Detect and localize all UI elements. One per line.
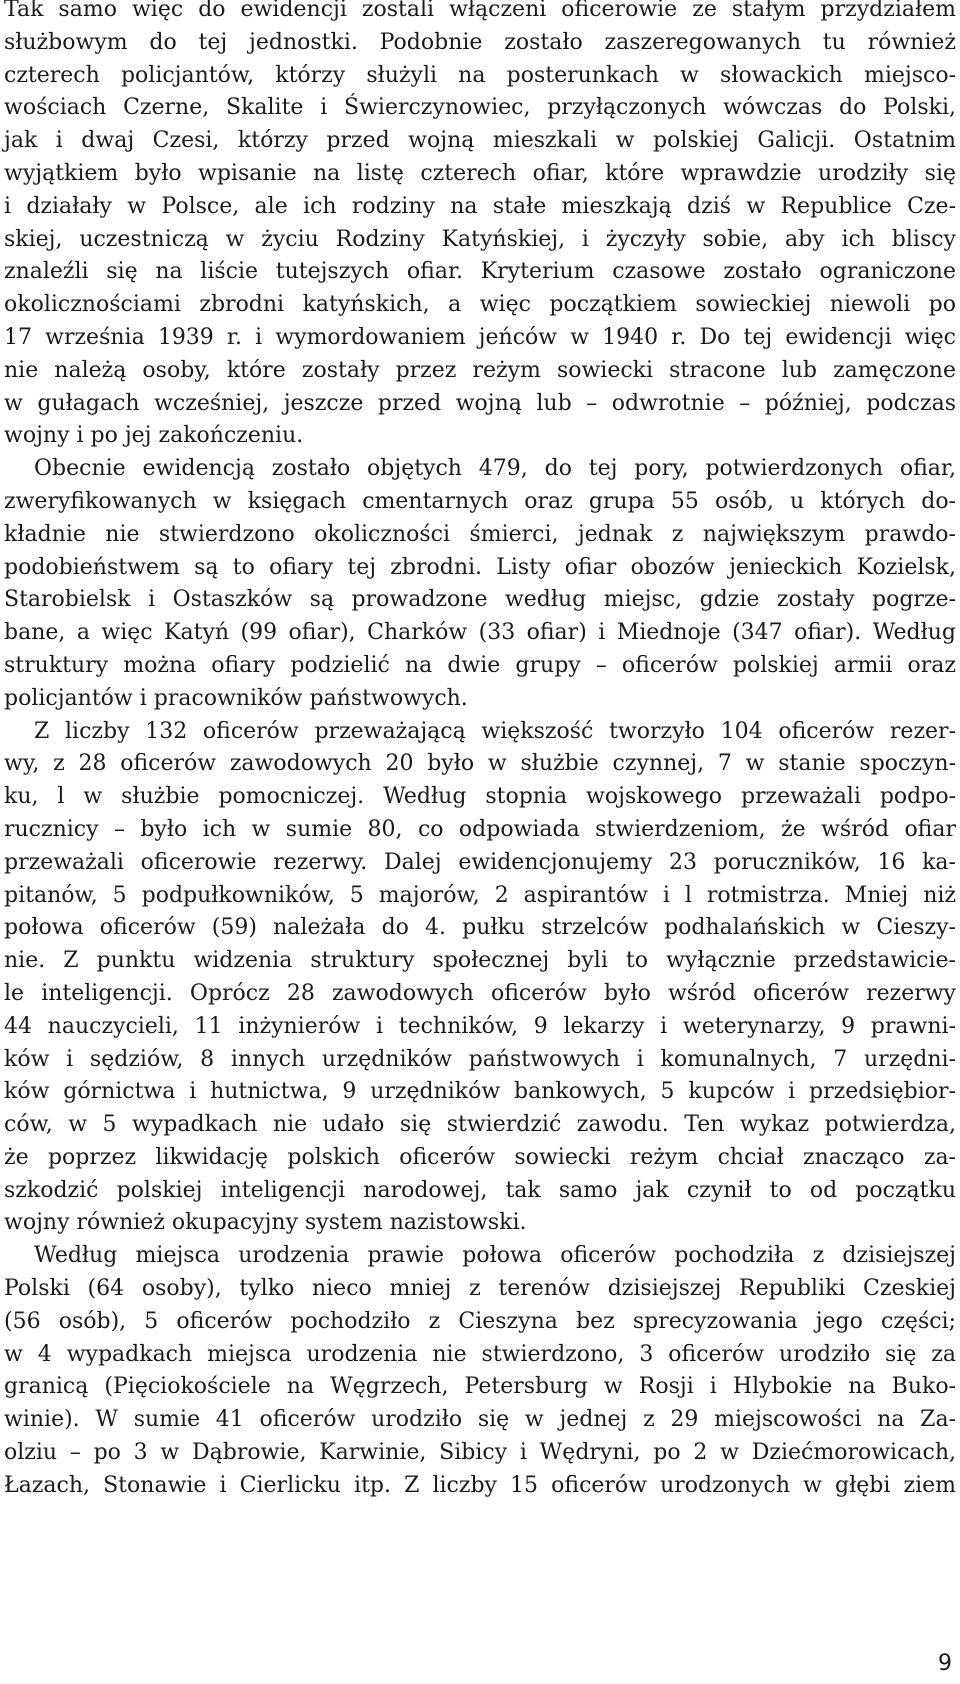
body-text [4, 0, 956, 1503]
text-line: Obecnie ewidencją zostało objętych 479, do tej pory, potwierdzonych ofiar, [34, 456, 956, 482]
text-line: ków i sędziów, 8 innych urzędników państwowych i komunalnych, 7 urzędni- [4, 1046, 956, 1072]
text-line: granicą (Pięciokościele na Węgrzech, Petersburg w Rosji i Hlybokie na Buko- [4, 1374, 956, 1400]
text-line: Tak samo więc do ewidencji zostali włączeni oficerowie ze stałym przydziałem [4, 0, 956, 22]
text-line: wy, z 28 oficerów zawodowych 20 było w służbie czynnej, 7 w stanie spoczyn- [4, 751, 956, 777]
text-line: 44 nauczycieli, 11 inżynierów i techników, 9 lekarzy i weterynarzy, 9 prawni- [4, 1013, 956, 1039]
text-line: zweryfikowanych w księgach cmentarnych oraz grupa 55 osób, u których do- [4, 488, 956, 514]
text-line: wyjątkiem było wpisanie na listę czterech ofiar, które wprawdzie urodziły się [4, 160, 956, 186]
text-line: ków górnictwa i hutnictwa, 9 urzędników bankowych, 5 kupców i przedsiębior- [4, 1079, 956, 1105]
text-line: połowa oficerów (59) należała do 4. pułku strzelców podhalańskich w Cieszy- [4, 915, 956, 941]
text-line: kładnie nie stwierdzono okoliczności śmierci, jednak z największym prawdo- [4, 521, 956, 547]
text-line: bane, a więc Katyń (99 ofiar), Charków (33 ofiar) i Miednoje (347 ofiar). Według [4, 620, 956, 646]
text-line: ku, l w służbie pomocniczej. Według stopnia wojskowego przeważali podpo- [4, 784, 956, 810]
text-line: pitanów, 5 podpułkowników, 5 majorów, 2 aspirantów i l rotmistrza. Mniej niż [4, 882, 956, 908]
text-line: że poprzez likwidację polskich oficerów sowiecki reżym chciał znacząco za- [4, 1144, 956, 1170]
text-line: jak i dwaj Czesi, którzy przed wojną mieszkali w polskiej Galicji. Ostatnim [4, 128, 956, 154]
text-line: okolicznościami zbrodni katyńskich, a więc początkiem sowieckiej niewoli po [4, 292, 956, 318]
text-line: Z liczby 132 oficerów przeważającą większość tworzyło 104 oficerów rezer- [34, 718, 956, 744]
text-line: Starobielsk i Ostaszków są prowadzone według miejsc, gdzie zostały pogrze- [4, 587, 956, 613]
text-line: Polski (64 osoby), tylko nieco mniej z terenów dzisiejszej Republiki Czeskiej [4, 1276, 956, 1302]
text-line: skiej, uczestniczą w życiu Rodziny Katyńskiej, i życzyły sobie, aby ich bliscy [4, 226, 956, 252]
text-line: le inteligencji. Oprócz 28 zawodowych oficerów było wśród oficerów rezerwy [4, 980, 956, 1006]
text-line: nie. Z punktu widzenia struktury społecznej byli to wyłącznie przedstawicie- [4, 948, 956, 974]
text-line: i działały w Polsce, ale ich rodziny na stałe mieszkają dziś w Republice Cze- [4, 193, 956, 219]
text-line: wojny i po jej zakończeniu. [4, 423, 304, 449]
text-line: winie). W sumie 41 oficerów urodziło się w jednej z 29 miejscowości na Za- [4, 1407, 956, 1433]
text-line: szkodzić polskiej inteligencji narodowej, tak samo jak czynił to od początku [4, 1177, 956, 1203]
text-line: 17 września 1939 r. i wymordowaniem jeńców w 1940 r. Do tej ewidencji więc [4, 324, 956, 350]
text-line: Łazach, Stonawie i Cierlicku itp. Z liczby 15 oficerów urodzonych w głębi ziem [4, 1472, 956, 1498]
text-line: w gułagach wcześniej, jeszcze przed wojną lub – odwrotnie – później, podczas [4, 390, 956, 416]
text-line: przeważali oficerowie rezerwy. Dalej ewidencjonujemy 23 poruczników, 16 ka- [4, 849, 956, 875]
page-number: 9 [938, 1651, 952, 1676]
text-line: znaleźli się na liście tutejszych ofiar. Kryterium czasowe zostało ograniczone [4, 259, 956, 285]
text-line: olziu – po 3 w Dąbrowie, Karwinie, Sibicy i Wędryni, po 2 w Dziećmorowicach, [4, 1440, 956, 1466]
text-line: ców, w 5 wypadkach nie udało się stwierdzić zawodu. Ten wykaz potwierdza, [4, 1112, 956, 1138]
text-line: podobieństwem są to ofiary tej zbrodni. Listy ofiar obozów jenieckich Kozielsk, [4, 554, 956, 580]
text-line: nie należą osoby, które zostały przez reżym sowiecki stracone lub zamęczone [4, 357, 956, 383]
text-line: rucznicy – było ich w sumie 80, co odpowiada stwierdzeniom, że wśród ofiar [4, 816, 956, 842]
text-line: wościach Czerne, Skalite i Świerczynowiec, przyłączonych wówczas do Polski, [4, 95, 956, 121]
text-line: struktury można ofiary podzielić na dwie grupy – oficerów polskiej armii oraz [4, 652, 956, 678]
text-line: (56 osób), 5 oficerów pochodziło z Cieszyna bez sprecyzowania jego części; [4, 1308, 956, 1334]
text-line: wojny również okupacyjny system nazistowski. [4, 1210, 527, 1236]
text-line: czterech policjantów, którzy służyli na posterunkach w słowackich miejsco- [4, 62, 956, 88]
text-line: służbowym do tej jednostki. Podobnie zostało zaszeregowanych tu również [4, 29, 956, 55]
text-line: policjantów i pracowników państwowych. [4, 685, 468, 711]
text-line: Według miejsca urodzenia prawie połowa oficerów pochodziła z dzisiejszej [34, 1243, 956, 1269]
text-line: w 4 wypadkach miejsca urodzenia nie stwierdzono, 3 oficerów urodziło się za [4, 1341, 956, 1367]
